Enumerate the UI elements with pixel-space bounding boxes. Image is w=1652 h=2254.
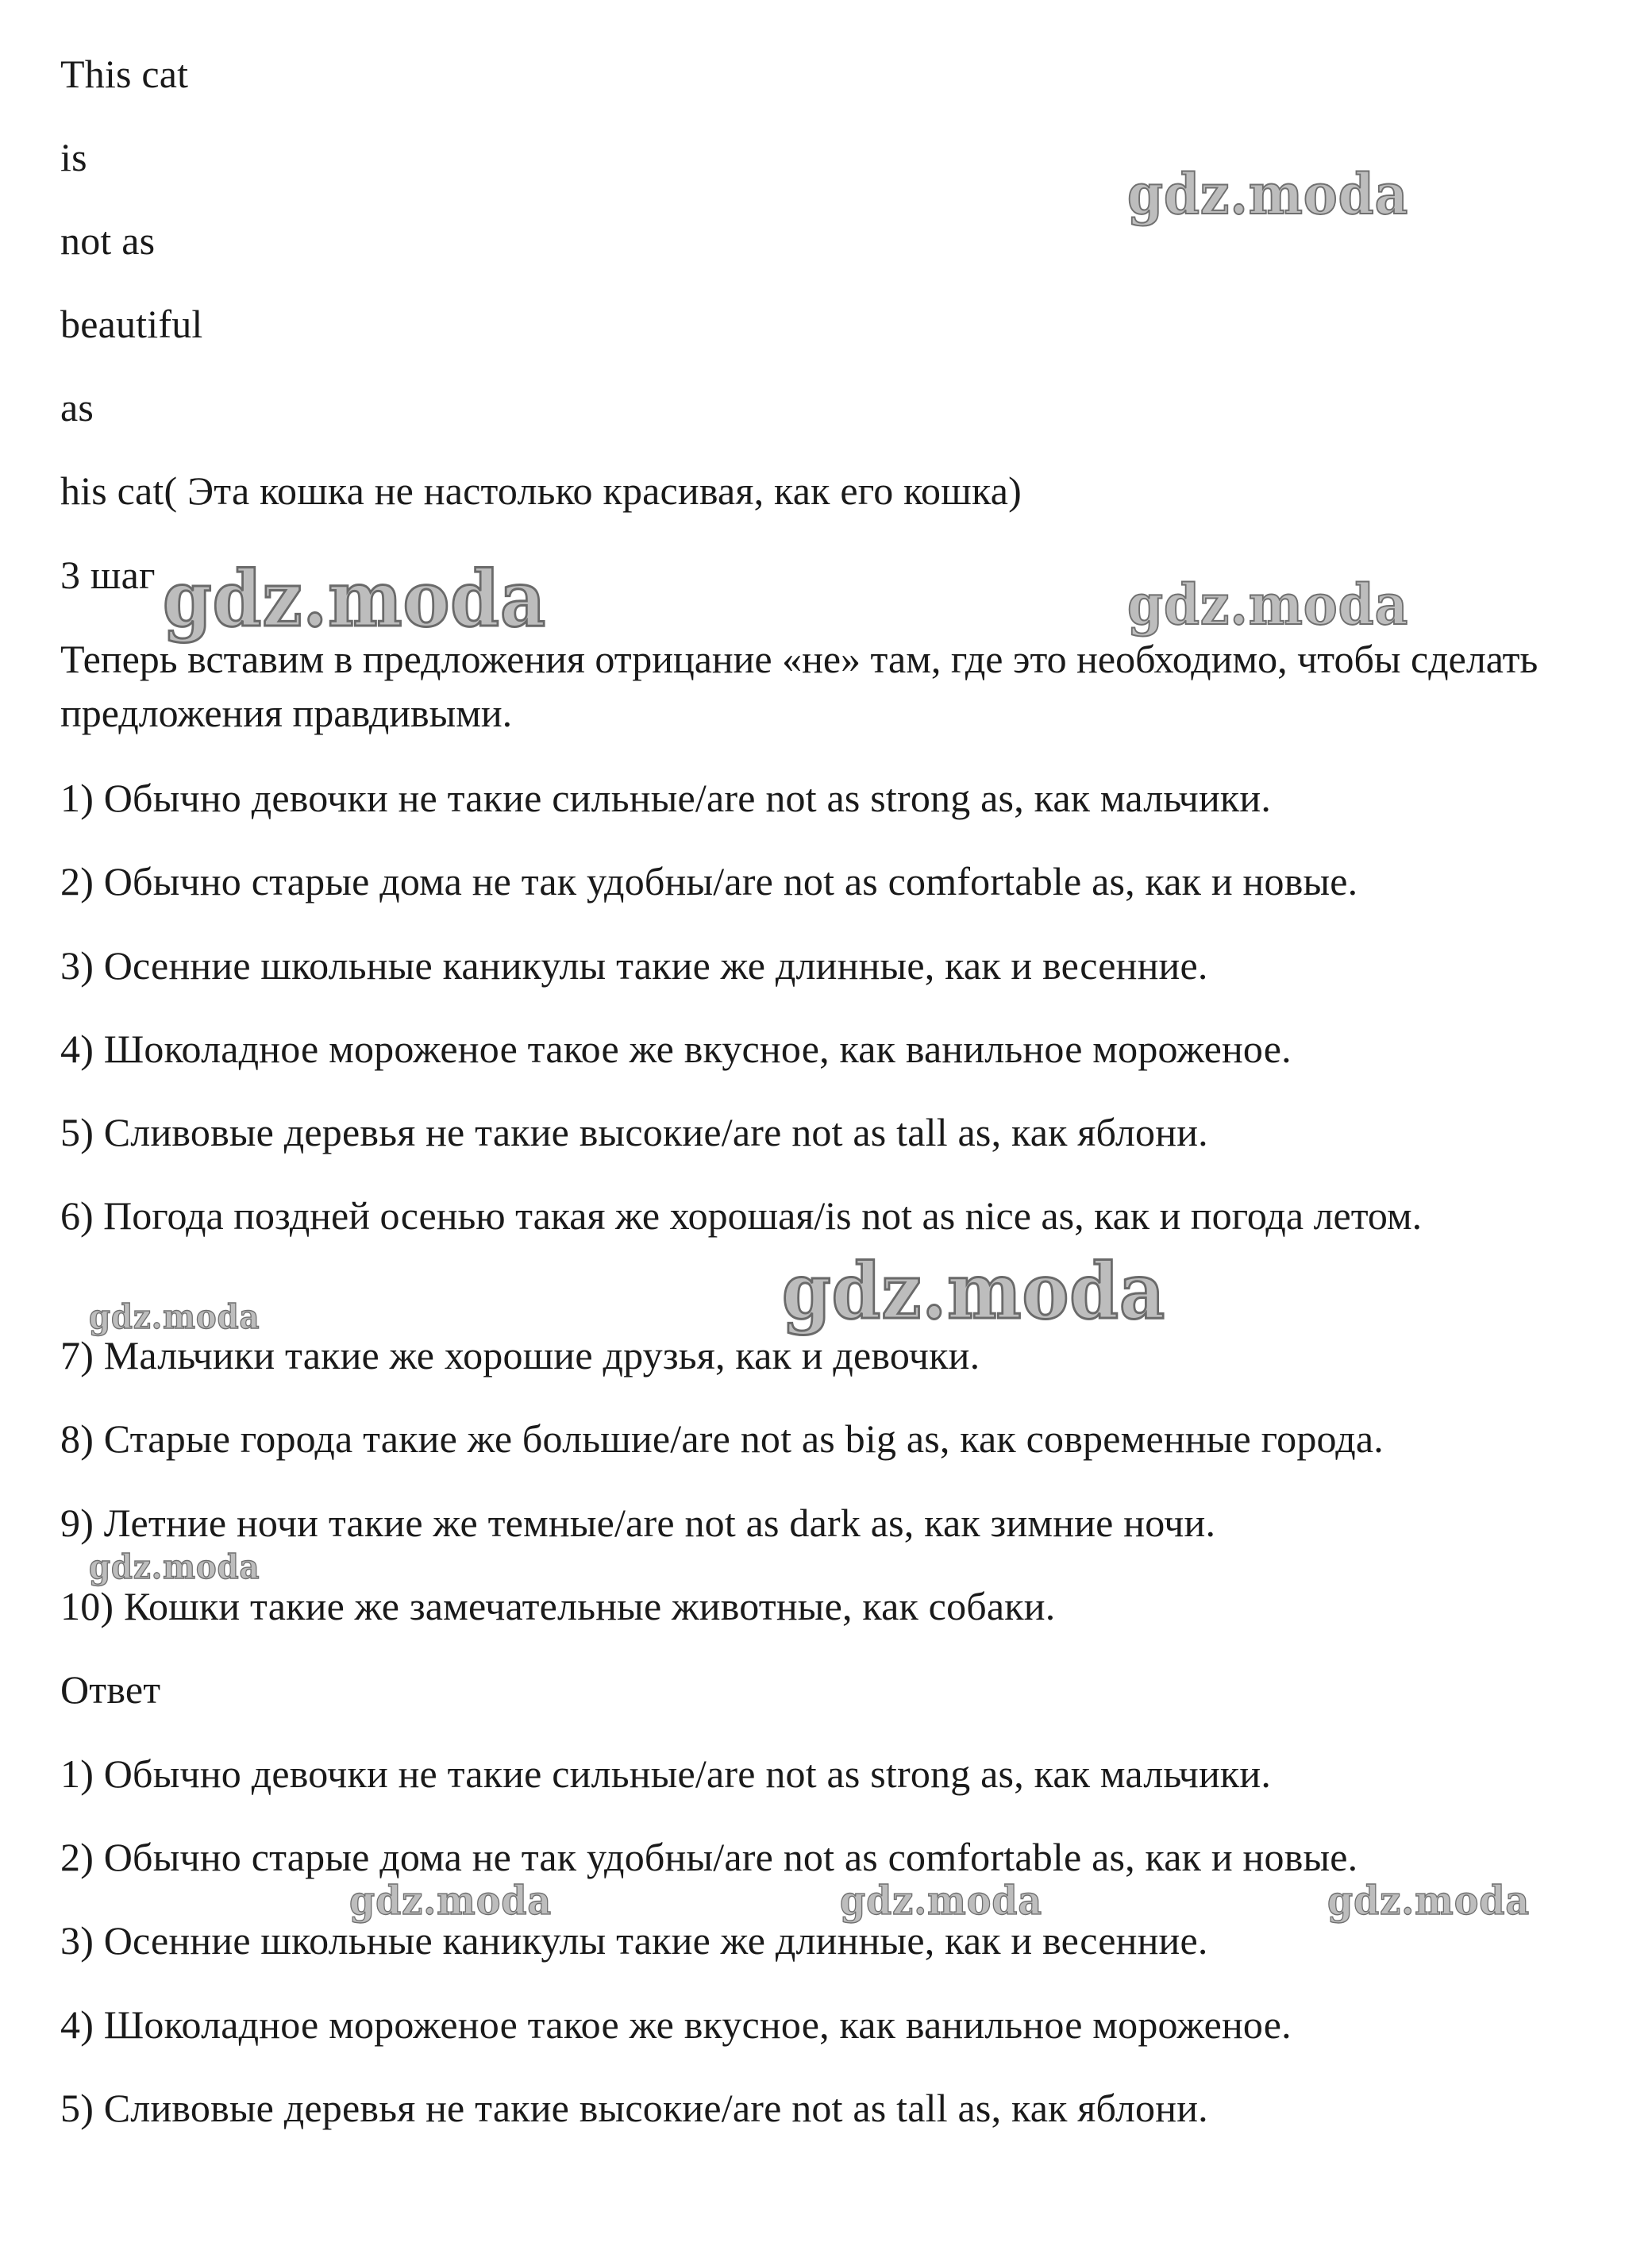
watermark-logo: gdz.moda [89, 1547, 260, 1586]
intro-line: his cat( Эта кошка не настолько красивая, как его кошка) [60, 468, 1022, 513]
exercise-sentence: 5) Сливовые деревья не такие высокие/are not as tall as, как яблони. [60, 1110, 1208, 1154]
answer-sentence: 4) Шоколадное мороженое такое же вкусное, как ванильное мороженое. [60, 2002, 1292, 2047]
step-label: 3 шаг [60, 553, 156, 597]
instruction-paragraph: Теперь вставим в предложения отрицание «не» там, где это необходимо, чтобы сделать предложения правдивыми. [60, 637, 1538, 735]
exercise-sentence: 8) Старые города такие же большие/are not as big as, как современные города. [60, 1416, 1384, 1461]
watermark-logo: gdz.moda [349, 1877, 553, 1924]
answer-sentence: 5) Сливовые деревья не такие высокие/are not as tall as, как яблони. [60, 2086, 1208, 2130]
intro-line: is [60, 135, 87, 179]
watermark-logo: gdz.moda [782, 1246, 1166, 1336]
watermark-logo: gdz.moda [89, 1297, 260, 1336]
watermark-logo: gdz.moda [1127, 161, 1409, 227]
exercise-sentence: 6) Погода поздней осенью такая же хорошая/is not as nice as, как и погода летом. [60, 1193, 1423, 1238]
exercise-sentence: 10) Кошки такие же замечательные животные, как собаки. [60, 1584, 1056, 1628]
intro-line: not as [60, 218, 156, 263]
intro-line: beautiful [60, 302, 203, 346]
answer-label: Ответ [60, 1667, 161, 1712]
answer-sentence: 1) Обычно девочки не такие сильные/are not as strong as, как мальчики. [60, 1751, 1272, 1796]
watermark-logo: gdz.moda [163, 554, 547, 644]
exercise-sentence: 2) Обычно старые дома не так удобны/are not as comfortable as, как и новые. [60, 859, 1358, 904]
intro-line: as [60, 385, 94, 430]
exercise-sentence: 3) Осенние школьные каникулы такие же длинные, как и весенние. [60, 943, 1208, 988]
answer-sentence: 3) Осенние школьные каникулы такие же длинные, как и весенние. [60, 1918, 1208, 1963]
exercise-sentence: 1) Обычно девочки не такие сильные/are not as strong as, как мальчики. [60, 776, 1272, 820]
answer-sentence: 2) Обычно старые дома не так удобны/are not as comfortable as, как и новые. [60, 1835, 1358, 1879]
exercise-sentence: 4) Шоколадное мороженое такое же вкусное, как ванильное мороженое. [60, 1027, 1292, 1071]
exercise-sentence: 7) Мальчики такие же хорошие друзья, как и девочки. [60, 1333, 980, 1377]
intro-line: This cat [60, 52, 189, 96]
watermark-logo: gdz.moda [1327, 1877, 1531, 1924]
exercise-sentence: 9) Летние ночи такие же темные/are not as dark as, как зимние ночи. [60, 1501, 1216, 1545]
watermark-logo: gdz.moda [1127, 572, 1409, 638]
watermark-logo: gdz.moda [840, 1877, 1043, 1924]
